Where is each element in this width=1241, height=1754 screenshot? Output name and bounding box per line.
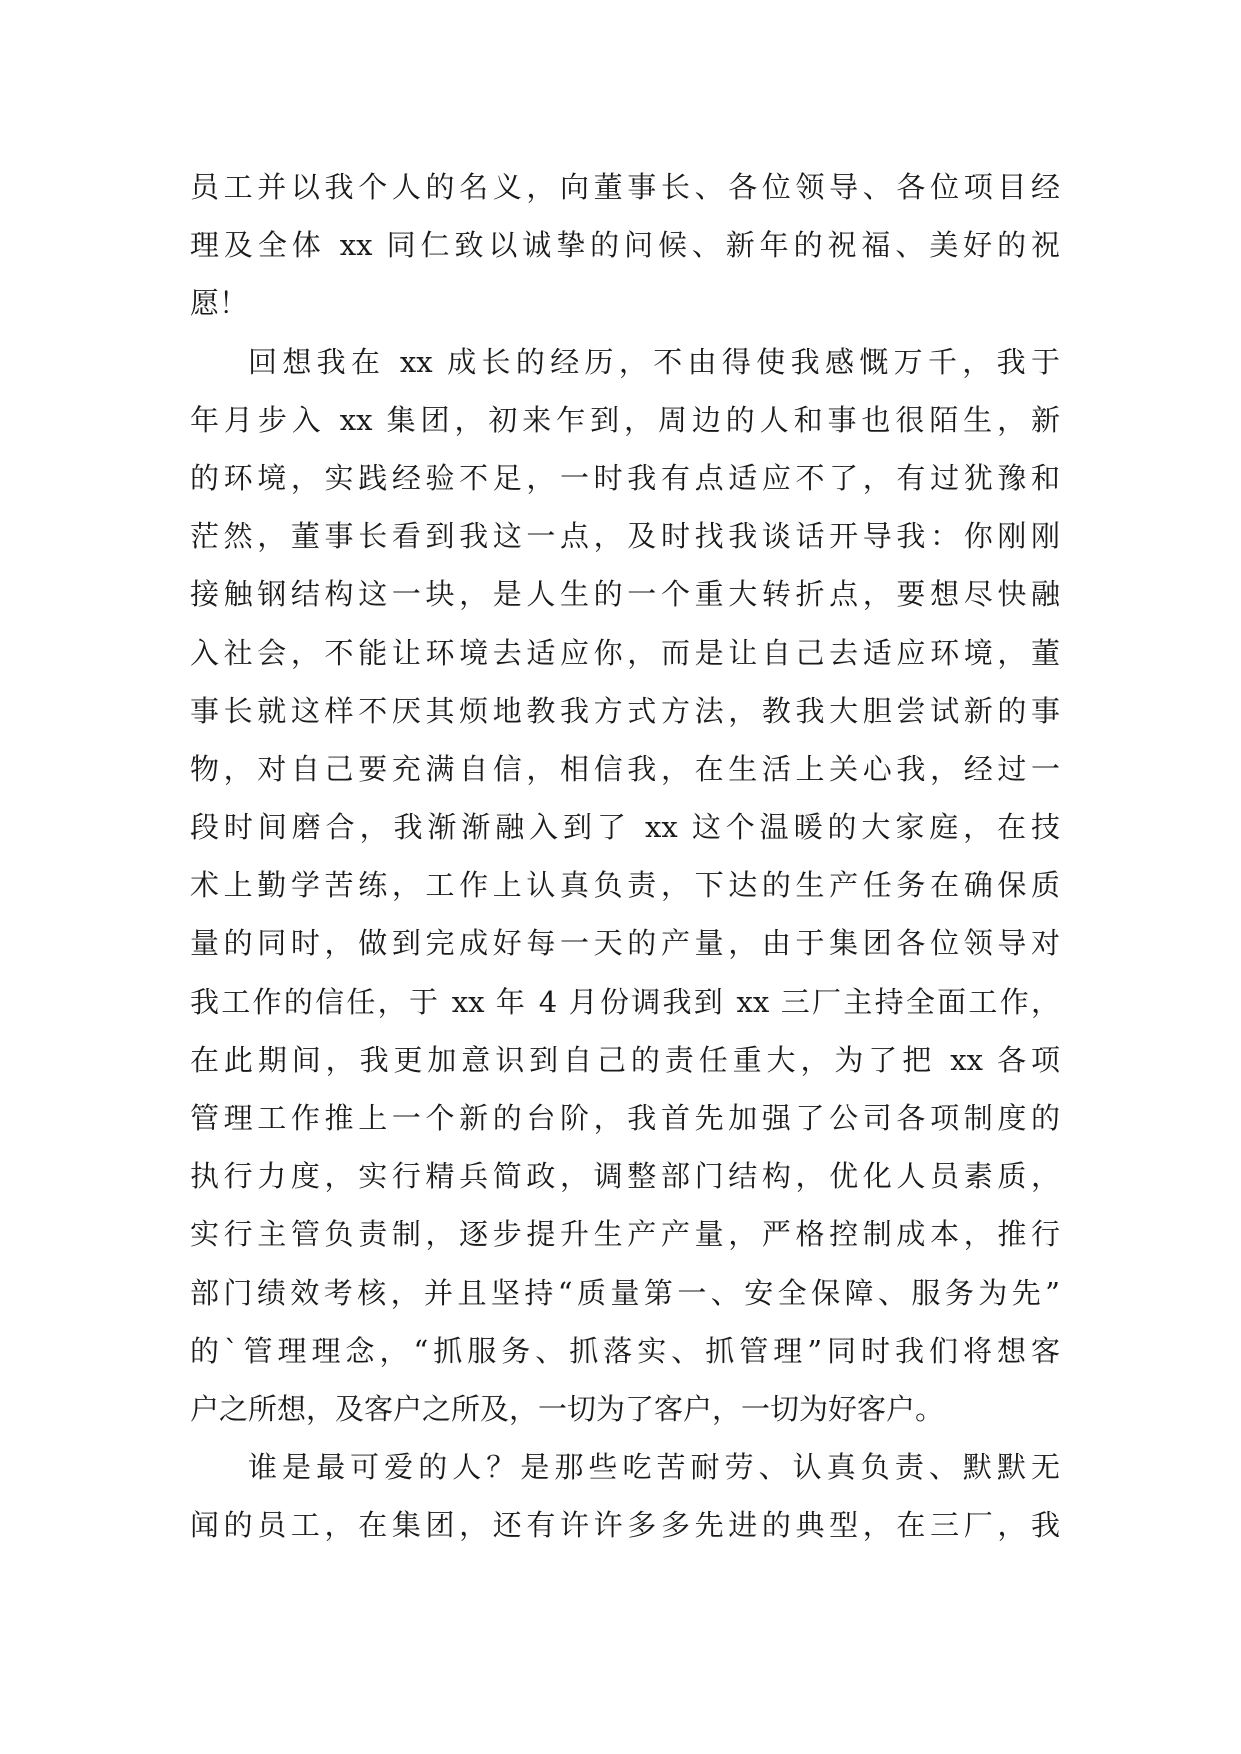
text-line: 年月步入 xx 集团，初来乍到，周边的人和事也很陌生，新 bbox=[190, 402, 1060, 437]
text-line: 段时间磨合，我渐渐融入到了 xx 这个温暖的大家庭，在技 bbox=[190, 810, 1060, 845]
text-line: 入社会，不能让环境去适应你，而是让自己去适应环境，董 bbox=[190, 635, 1060, 670]
text-line: 户之所想，及客户之所及，一切为了客户，一切为好客户。 bbox=[190, 1391, 945, 1426]
paragraph-first-line: 回想我在 xx 成长的经历，不由得使我感慨万千，我于 bbox=[248, 344, 1060, 379]
text-line: 的`管理理念，“抓服务、抓落实、抓管理”同时我们将想客 bbox=[190, 1333, 1060, 1368]
text-line: 物，对自己要充满自信，相信我，在生活上关心我，经过一 bbox=[190, 751, 1060, 786]
text-line: 执行力度，实行精兵简政，调整部门结构，优化人员素质， bbox=[190, 1159, 1060, 1194]
text-line: 实行主管负责制，逐步提升生产产量，严格控制成本，推行 bbox=[190, 1217, 1060, 1252]
paragraph-first-line: 谁是最可爱的人？是那些吃苦耐劳、认真负责、默默无 bbox=[248, 1450, 1060, 1485]
body-text bbox=[190, 158, 1060, 1555]
text-line: 员工并以我个人的名义，向董事长、各位领导、各位项目经 bbox=[190, 170, 1060, 204]
text-line: 我工作的信任，于 xx 年 4 月份调我到 xx 三厂主持全面工作， bbox=[190, 984, 1060, 1019]
text-line: 量的同时，做到完成好每一天的产量，由于集团各位领导对 bbox=[190, 926, 1060, 961]
text-line: 茫然，董事长看到我这一点，及时找我谈话开导我：你刚刚 bbox=[190, 519, 1060, 554]
text-line: 部门绩效考核，并且坚持“质量第一、安全保障、服务为先” bbox=[190, 1275, 1060, 1310]
text-line: 闻的员工，在集团，还有许许多多先进的典型，在三厂，我 bbox=[190, 1508, 1060, 1543]
text-line: 愿！ bbox=[190, 286, 249, 321]
text-line: 理及全体 xx 同仁致以诚挚的问候、新年的祝福、美好的祝 bbox=[190, 228, 1060, 263]
text-line: 的环境，实践经验不足，一时我有点适应不了，有过犹豫和 bbox=[190, 460, 1060, 495]
text-line: 在此期间，我更加意识到自己的责任重大，为了把 xx 各项 bbox=[190, 1042, 1060, 1077]
text-line: 管理工作推上一个新的台阶，我首先加强了公司各项制度的 bbox=[190, 1101, 1060, 1135]
text-line: 接触钢结构这一块，是人生的一个重大转折点，要想尽快融 bbox=[190, 577, 1060, 612]
text-line: 事长就这样不厌其烦地教我方式方法，教我大胆尝试新的事 bbox=[190, 693, 1060, 728]
text-line: 术上勤学苦练，工作上认真负责，下达的生产任务在确保质 bbox=[190, 868, 1060, 903]
